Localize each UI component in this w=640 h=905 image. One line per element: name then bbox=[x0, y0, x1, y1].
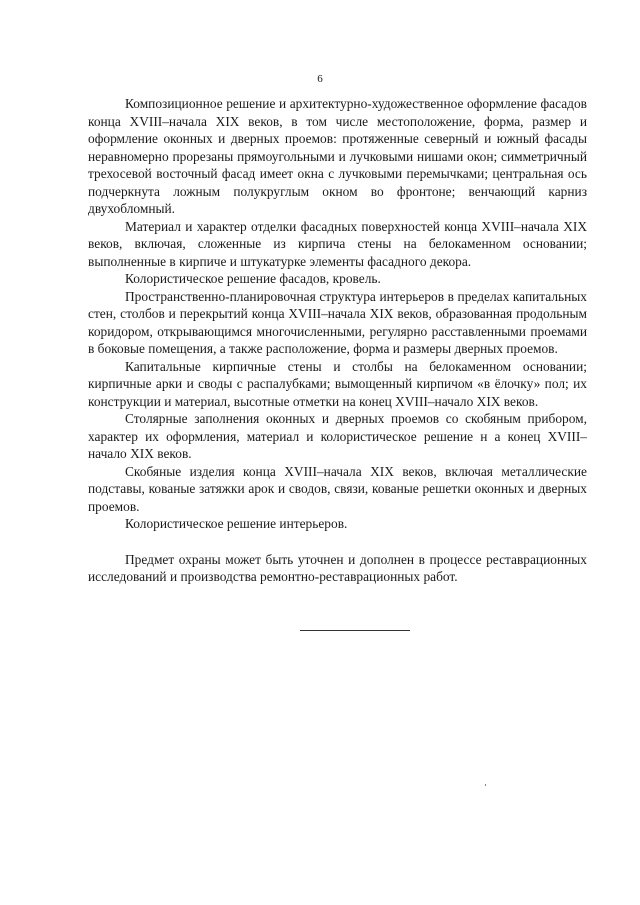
paragraph-facade-composition: Композиционное решение и архитектурно-художественное оформление фасадов конца XVIII–начала XIX веков, в том числе местоположение, форма, размер и оформление оконных и дверных проемов: протяженные северный и южный фасады неравномерно прорезаны прямоугольными и лучковыми нишами окон; симметричный трехосевой восточный фасад имеет окна с лучковыми перемычками; центральная ось подчеркнута ложным полукруглым окном во фронтоне; венчающий карниз двухобломный. bbox=[88, 96, 587, 216]
paragraph-joinery: Столярные заполнения оконных и дверных проемов со скобяным прибором, характер их оформления, материал и колористическое решение н а конец XVIII–начало XIX веков. bbox=[88, 411, 587, 461]
scan-artifact-mark bbox=[485, 784, 486, 786]
page-number: 6 bbox=[317, 73, 323, 85]
paragraph-facade-color: Колористическое решение фасадов, кровель. bbox=[125, 271, 381, 286]
paragraph-interior-structure: Пространственно-планировочная структура интерьеров в пределах капитальных стен, столбов и перекрытий конца XVIII–начала XIX веков, образованная продольным коридором, открывающимся многочисленными, регулярно расставленными проемами в боковые помещения, а также расположение, форма и размеры дверных проемов. bbox=[88, 288, 587, 356]
paragraph-spacer bbox=[88, 533, 587, 551]
paragraph-facade-material: Материал и характер отделки фасадных поверхностей конца XVIII–начала XIX веков, включая, сложенные из кирпича стены на белокаменном основании; выполненные в кирпиче и штукатурке элементы фасадного декора. bbox=[88, 218, 587, 269]
end-separator-line bbox=[300, 630, 410, 631]
paragraph-walls-vaults: Капитальные кирпичные стены и столбы на белокаменном основании; кирпичные арки и своды с распалубками; вымощенный кирпичом «в ёлочку» пол; их конструкции и материал, высотные отметки на конец XVIII–начало XIX веков. bbox=[88, 358, 587, 409]
paragraph-hardware: Скобяные изделия конца XVIII–начала XIX веков, включая металлические подставы, кованые затяжки арок и сводов, связи, кованые решетки оконных и дверных проемов. bbox=[88, 463, 587, 514]
paragraph-interior-color: Колористическое решение интерьеров. bbox=[125, 516, 348, 531]
paragraph-closing-note: Предмет охраны может быть уточнен и дополнен в процессе реставрационных исследований и производства ремонтно-реставрационных работ. bbox=[88, 551, 587, 584]
document-body bbox=[88, 95, 587, 586]
